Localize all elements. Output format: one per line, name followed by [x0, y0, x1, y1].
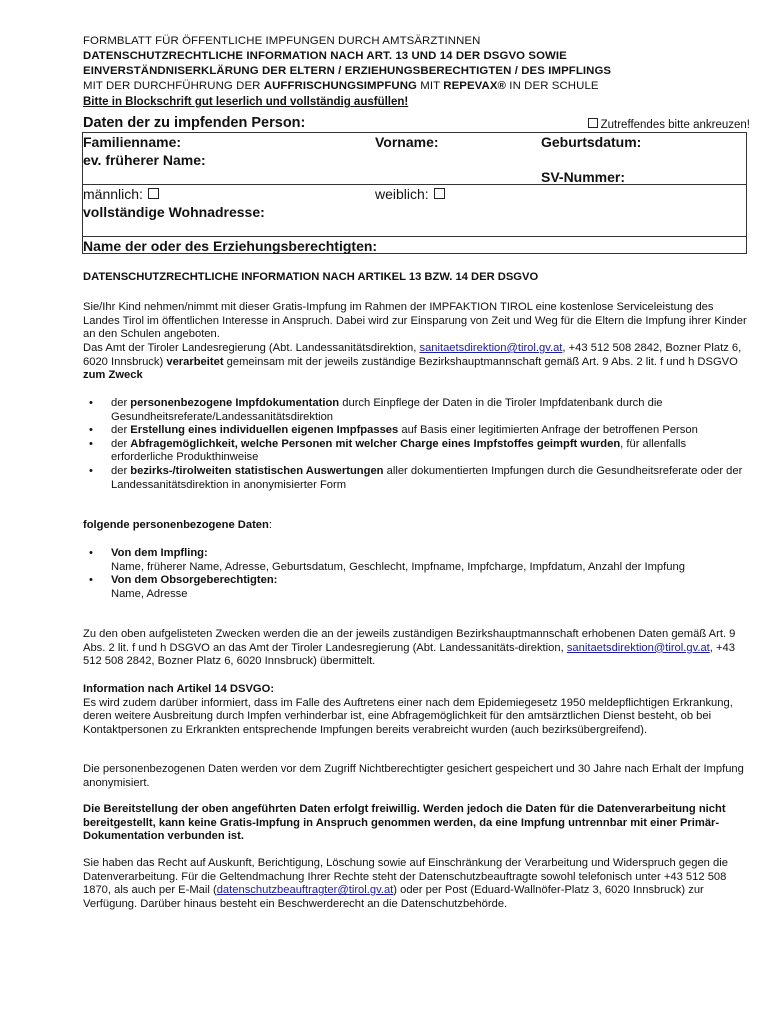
data-item-title: Von dem Impfling:	[111, 547, 208, 559]
form-divider	[83, 236, 746, 237]
paragraph-emphasis: verarbeitet	[166, 355, 224, 368]
paragraph-text: gemeinsam mit der jeweils zuständige Bezirkshauptmannschaft gemäß Art. 9 Abs. 2 lit. f und h DSGVO	[223, 355, 738, 368]
header-line-4-text: MIT DER DURCHFÜHRUNG DER	[83, 80, 264, 92]
wohnadresse-field[interactable]: vollständige Wohnadresse:	[83, 204, 265, 220]
paragraph-text: Sie haben das Recht auf Auskunft, Berichtigung, Löschung sowie auf Einschränkung der Verarbeitung und Widerspruch gegen die Datenverarbeitung. Für die Geltendmachung Ihrer Rechte steht der Datenschutzbeauftragte sowohl telefonisch unter +43 512 508 1870, als auch per E-Mail (	[83, 857, 728, 897]
data-list	[83, 547, 748, 601]
info-heading: DATENSCHUTZRECHTLICHE INFORMATION NACH ARTIKEL 13 BZW. 14 DER DSGVO	[83, 271, 539, 283]
header-vaccine-name: REPEVAX®	[443, 80, 507, 92]
data-item-text: Name, früherer Name, Adresse, Geburtsdatum, Geschlecht, Impfname, Impfcharge, Impfdatum, Anzahl der Impfung	[111, 560, 685, 573]
weiblich-option[interactable]	[375, 186, 445, 202]
list-text: aller dokumentierten Impfungen durch die Gesundheitsreferate oder der Landessanitätsdirektion in anonymisierter Form	[111, 464, 743, 491]
list-text: durch Einpflege der Daten in die Tiroler Impfdatenbank durch die Gesundheitsreferate/Landessanitätsdirektion	[111, 397, 663, 423]
weiblich-label: weiblich:	[375, 186, 429, 202]
maennlich-label: männlich:	[83, 186, 143, 202]
vorname-field[interactable]: Vorname:	[375, 134, 439, 150]
list-emphasis: bezirks-/tirolweiten statistischen Auswertungen	[130, 464, 384, 477]
maennlich-checkbox[interactable]	[148, 188, 159, 199]
maennlich-option[interactable]	[83, 186, 159, 202]
list-text: auf Basis einer legitimierten Anfrage der betroffenen Person	[398, 424, 698, 437]
data-intro-colon: :	[268, 519, 272, 531]
paragraph-text: , +43 512 508 2842, Bozner Platz 6, 6020 Innsbruck) übermittelt.	[83, 641, 735, 668]
info-paragraph-2	[83, 342, 748, 383]
info-paragraph-4: Die personenbezogenen Daten werden vor dem Zugriff Nichtberechtigter gesichert gespeichert und 30 Jahre nach Erhalt der Impfung anonymisiert.	[83, 763, 744, 789]
paragraph-emphasis: zum Zweck	[83, 369, 143, 382]
data-item	[83, 574, 748, 601]
data-item-title: Von dem Obsorgeberechtigten:	[111, 574, 278, 587]
datenschutz-email-link[interactable]: datenschutzbeauftragter@tirol.gv.at	[216, 884, 394, 897]
paragraph-text: Zu den oben aufgelisteten Zwecken werden die an der jeweils zuständigen Bezirkshauptmannschaft erhobenen Daten gemäß Art. 9 Abs. 2 lit. f und h DSGVO an das Amt der Tiroler Landesregierung (Abt. Landessanitäts-direktion,	[83, 628, 736, 654]
purpose-item	[83, 438, 748, 465]
purpose-item	[83, 397, 748, 424]
paragraph-text: , +43 512 508 2842, Bozner Platz 6, 6020 Innsbruck)	[83, 342, 742, 368]
data-intro-text: folgende personenbezogene Daten	[83, 519, 269, 531]
familienname-field[interactable]: Familienname:	[83, 134, 182, 150]
personal-data-form	[82, 132, 747, 254]
form-title: Daten der zu impfenden Person:	[83, 115, 306, 131]
purpose-item	[83, 424, 748, 438]
list-emphasis: Abfragemöglichkeit, welche Personen mit welcher Charge eines Impfstoffes geimpft wurden	[130, 437, 621, 450]
article-14-text: Es wird zudem darüber informiert, dass im Falle des Auftretens einer nach dem Epidemiegesetz 1950 meldepflichtigen Erkrankung, deren weitere Ausbreitung durch Impfen verhinderbar ist, eine Abfragemöglichkeit für den amtsärztlichen Dienst besteht, ob bei Kontaktpersonen zu Erkrankten entsprechende Impfungen bereits verabreicht wurden (auch bezirksübergreifend).	[83, 696, 733, 736]
checkbox-hint	[588, 118, 750, 131]
info-paragraph-3	[83, 628, 748, 669]
list-text: der	[111, 397, 131, 409]
purpose-list	[83, 397, 748, 492]
list-text: der	[111, 424, 131, 437]
paragraph-text: Das Amt der Tiroler Landesregierung (Abt. Landessanitätsdirektion,	[83, 342, 420, 354]
data-item-text: Name, Adresse	[111, 587, 188, 600]
header-line-4-text: MIT	[417, 80, 444, 92]
list-text: , für allenfalls erforderliche Produkthinweise	[111, 437, 687, 464]
weiblich-checkbox[interactable]	[434, 188, 445, 199]
sv-nummer-field[interactable]: SV-Nummer:	[541, 169, 626, 185]
checkbox-hint-text: Zutreffendes bitte ankreuzen!	[600, 119, 750, 131]
list-text: der	[111, 437, 131, 450]
list-emphasis: personenbezogene Impfdokumentation	[130, 397, 340, 409]
sanitaetsdirektion-email-link[interactable]: sanitaetsdirektion@tirol.gv.at	[419, 342, 563, 354]
header-line-4	[83, 79, 599, 94]
frueherer-name-field[interactable]: ev. früherer Name:	[83, 152, 206, 168]
data-intro	[83, 519, 748, 533]
data-item	[83, 547, 748, 574]
header-line-3: EINVERSTÄNDNISERKLÄRUNG DER ELTERN / ERZIEHUNGSBERECHTIGTEN / DES IMPFLINGS	[83, 65, 612, 77]
checkbox-icon	[588, 118, 598, 128]
fill-instruction: Bitte in Blockschrift gut leserlich und vollständig ausfüllen!	[83, 96, 409, 108]
info-paragraph-1: Sie/Ihr Kind nehmen/nimmt mit dieser Gratis-Impfung im Rahmen der IMPFAKTION TIROL eine kostenlose Serviceleistung des Landes Tirol im öffentlichen Interesse in Anspruch. Dabei wird zur Einsparung von Zeit und Weg für die Eltern die Impfung ihrer Kinder an den Schulen angeboten.	[83, 301, 747, 341]
paragraph-text: ) oder per Post (Eduard-Wallnöfer-Platz 3, 6020 Innsbruck) zur Verfügung. Darüber hinaus besteht ein Beschwerderecht an die Datenschutzbehörde.	[83, 884, 704, 910]
article-14-title: Information nach Artikel 14 DSVGO:	[83, 683, 275, 695]
header-vaccination-type: AUFFRISCHUNGSIMPFUNG	[263, 80, 417, 92]
info-paragraph-5: Die Bereitstellung der oben angeführten Daten erfolgt freiwillig. Werden jedoch die Daten für die Datenverarbeitung nicht bereitgestellt, kann keine Gratis-Impfung in Anspruch genommen werden, da eine Impfung untrennbar mit einer Primär-Dokumentation verbunden ist.	[83, 803, 726, 843]
info-paragraph-6	[83, 857, 748, 911]
list-text: der	[111, 464, 131, 477]
erziehungsberechtigter-field[interactable]: Name der oder des Erziehungsberechtigten:	[83, 238, 378, 254]
form-divider	[83, 184, 746, 185]
article-14-info	[83, 683, 748, 737]
list-emphasis: Erstellung eines individuellen eigenen Impfpasses	[130, 424, 399, 437]
purpose-item	[83, 465, 748, 492]
header-line-4-text: IN DER SCHULE	[506, 80, 599, 92]
geburtsdatum-field[interactable]: Geburtsdatum:	[541, 134, 642, 150]
header-line-1: FORMBLATT FÜR ÖFFENTLICHE IMPFUNGEN DURCH AMTSÄRZTINNEN	[83, 35, 481, 47]
sanitaetsdirektion-email-link[interactable]: sanitaetsdirektion@tirol.gv.at	[566, 641, 710, 654]
header-line-2: DATENSCHUTZRECHTLICHE INFORMATION NACH ART. 13 UND 14 DER DSGVO SOWIE	[83, 50, 567, 62]
